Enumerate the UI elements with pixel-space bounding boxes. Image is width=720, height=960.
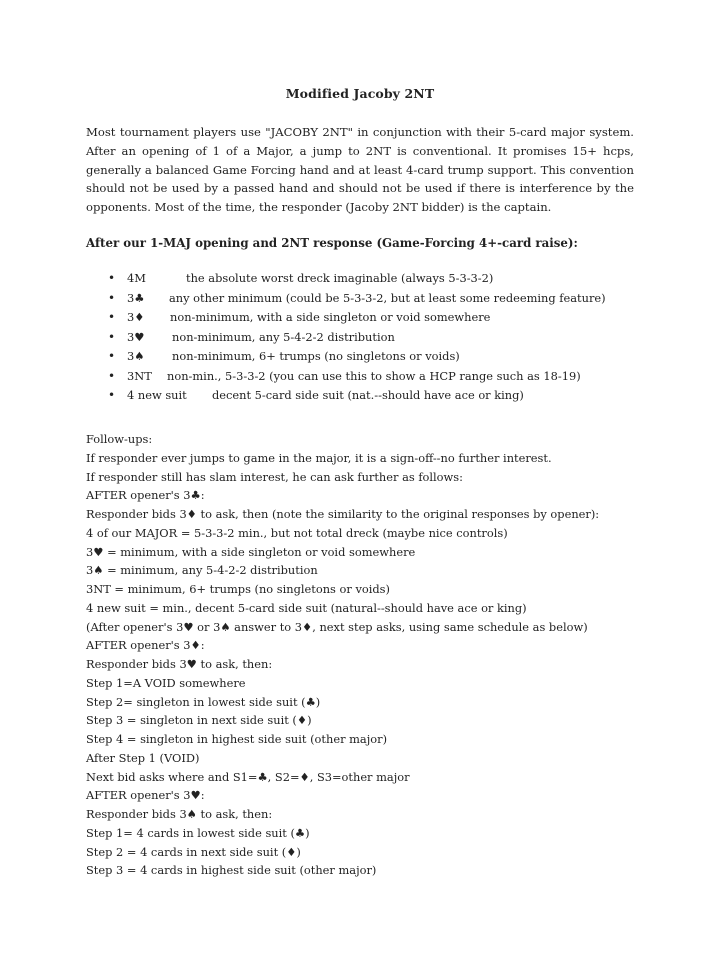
followup-line: 3♥ = minimum, with a side singleton or void somewhere (86, 544, 416, 559)
followup-line: Step 2 = 4 cards in next side suit (♦) (86, 844, 301, 859)
followup-line: If responder still has slam interest, he can ask further as follows: (86, 469, 463, 484)
followup-line: AFTER opener's 3♦: (86, 638, 205, 653)
bullet-description: non-minimum, any 5-4-2-2 distribution (172, 329, 395, 344)
followup-line: Responder bids 3♦ to ask, then (note the similarity to the original responses by opener): (86, 507, 600, 521)
bullet-dot-icon: • (108, 329, 116, 344)
followup-line: 4 new suit = min., decent 5-card side suit (natural--should have ace or king) (86, 600, 527, 615)
section-heading: After our 1-MAJ opening and 2NT response (Game-Forcing 4+-card raise): (86, 236, 578, 250)
bullet-code: 3♦ (127, 310, 145, 324)
followup-line: 3♠ = minimum, any 5-4-2-2 distribution (86, 563, 318, 578)
followup-line: Responder bids 3♥ to ask, then: (86, 657, 273, 671)
bullet-description: the absolute worst dreck imaginable (always 5-3-3-2) (186, 271, 494, 285)
followup-line: Step 1=A VOID somewhere (86, 675, 246, 690)
followup-line: (After opener's 3♥ or 3♠ answer to 3♦, next step asks, using same schedule as below) (86, 619, 588, 634)
bullet-dot-icon: • (108, 271, 116, 285)
bullet-description: non-min., 5-3-3-2 (you can use this to show a HCP range such as 18-19) (167, 368, 581, 383)
followup-line: Step 3 = 4 cards in highest side suit (other major) (86, 863, 377, 878)
bullet-dot-icon: • (108, 290, 116, 305)
bullet-description: decent 5-card side suit (nat.--should have ace or king) (212, 388, 524, 402)
followup-line: AFTER opener's 3♥: (86, 788, 205, 803)
bullet-dot-icon: • (108, 368, 116, 383)
followup-line: AFTER opener's 3♣: (86, 488, 205, 503)
bullet-code: 3♥ (127, 329, 145, 344)
intro-paragraph: Most tournament players use "JACOBY 2NT" in conjunction with their 5-card major system. After an opening of 1 of a Major, a jump to 2NT is conventional. It promises 15+ hcps, generally a balanced Game Forcing hand and at least 4-card trump support. This convention should not be used by a passed hand and should not be used if there is interference by the opponents. Most of the time, the responder (Jacoby 2NT bidder) is the captain. (86, 125, 634, 215)
bullet-description: any other minimum (could be 5-3-3-2, but at least some redeeming feature) (169, 290, 606, 305)
followup-line: Step 3 = singleton in next side suit (♦) (86, 713, 312, 728)
followup-line: Step 2= singleton in lowest side suit (♣) (86, 694, 321, 709)
document-title: Modified Jacoby 2NT (285, 86, 435, 101)
bullet-dot-icon: • (108, 310, 116, 324)
followup-line: Responder bids 3♠ to ask, then: (86, 807, 273, 821)
followup-line: 4 of our MAJOR = 5-3-3-2 min., but not total dreck (maybe nice controls) (86, 525, 508, 540)
followup-line: 3NT = minimum, 6+ trumps (no singletons or voids) (86, 582, 390, 596)
followup-line: Step 4 = singleton in highest side suit (other major) (86, 732, 388, 746)
bullet-description: non-minimum, with a side singleton or void somewhere (170, 310, 491, 324)
bullet-dot-icon: • (108, 388, 116, 402)
followup-line: After Step 1 (VOID) (86, 750, 200, 765)
bullet-code: 3♣ (127, 290, 145, 305)
followup-line: Next bid asks where and S1=♣, S2=♦, S3=other major (86, 769, 410, 784)
bullet-dot-icon: • (108, 349, 116, 363)
followups-section (86, 430, 646, 880)
followups-heading: Follow-ups: (86, 432, 153, 446)
bullet-code: 4 new suit (127, 388, 187, 402)
bullet-code: 3♠ (127, 349, 145, 363)
bullet-code: 3NT (127, 368, 152, 383)
bullet-description: non-minimum, 6+ trumps (no singletons or voids) (172, 349, 460, 363)
followup-line: Step 1= 4 cards in lowest side suit (♣) (86, 825, 310, 840)
followup-line: If responder ever jumps to game in the major, it is a sign-off--no further interest. (86, 450, 552, 465)
bullet-code: 4M (127, 271, 146, 285)
